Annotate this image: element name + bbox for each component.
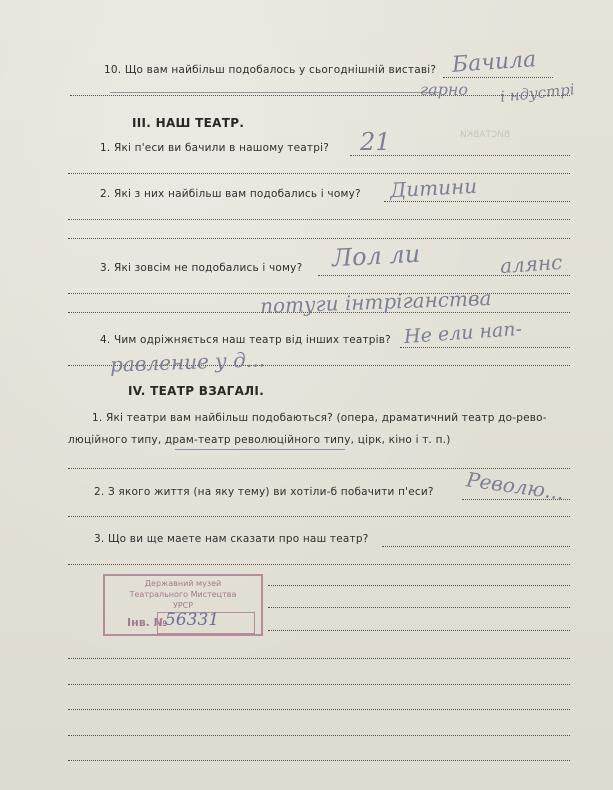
stamp-inventory-number: 56331 bbox=[165, 610, 220, 630]
handwritten-answer: Револю... bbox=[464, 467, 566, 505]
answer-line bbox=[400, 347, 570, 348]
answer-line bbox=[268, 630, 570, 631]
handwritten-answer: алянс bbox=[499, 249, 564, 279]
bleed-through-text: ВИСТАВКИ bbox=[460, 130, 511, 140]
handwritten-answer: Дитини bbox=[389, 173, 478, 203]
answer-line bbox=[68, 468, 570, 469]
question-3-4: 4. Чим одріжняється наш театр від інших театрів? bbox=[100, 334, 391, 346]
handwritten-answer: Не ели нап- bbox=[403, 317, 523, 349]
handwritten-answer: Лол ли bbox=[331, 239, 421, 273]
answer-line bbox=[68, 760, 570, 761]
answer-line bbox=[382, 546, 570, 547]
handwritten-answer: 21 bbox=[360, 128, 391, 156]
answer-line bbox=[68, 684, 570, 685]
question-4-1-cont: люційного типу, драм-театр революційного типу, цірк, кіно і т. п.) bbox=[68, 434, 451, 446]
handwritten-answer: Бачила bbox=[451, 47, 538, 78]
answer-line bbox=[68, 735, 570, 736]
question-4-1: 1. Які театри вам найбільш подобаються? (опера, драматичний театр до-рево- bbox=[92, 412, 547, 424]
answer-line bbox=[68, 709, 570, 710]
section-heading: IV. ТЕАТР ВЗАГАЛІ. bbox=[128, 384, 265, 398]
pen-scribble bbox=[110, 92, 440, 93]
pen-underline bbox=[175, 449, 345, 450]
answer-line bbox=[268, 585, 570, 586]
museum-stamp bbox=[103, 574, 263, 636]
question-3-3: 3. Які зовсім не подобались і чому? bbox=[100, 262, 303, 274]
answer-line bbox=[68, 238, 570, 239]
answer-line bbox=[268, 607, 570, 608]
answer-line bbox=[68, 564, 570, 565]
question-4-2: 2. З якого життя (на яку тему) ви хотіли-б побачити п'еси? bbox=[94, 486, 434, 498]
section-heading: III. НАШ ТЕАТР. bbox=[132, 116, 245, 130]
stamp-line: Державний музей bbox=[144, 579, 222, 588]
stamp-line: УРСР bbox=[172, 601, 194, 610]
answer-line bbox=[68, 219, 570, 220]
question-10: 10. Що вам найбільш подобалось у сьогоднішній виставі? bbox=[104, 64, 437, 76]
answer-line bbox=[68, 658, 570, 659]
stamp-line: Театрального Мистецтва bbox=[129, 590, 237, 599]
handwritten-answer: потуги інтріганства bbox=[259, 285, 492, 319]
handwritten-answer: гарно bbox=[420, 80, 469, 99]
question-3-2: 2. Які з них найбільш вам подобались і чому? bbox=[100, 188, 361, 200]
answer-line bbox=[68, 173, 570, 174]
answer-line bbox=[70, 95, 570, 96]
stamp-inventory-label: Інв. № bbox=[127, 616, 167, 629]
handwritten-answer: равление у д... bbox=[109, 347, 266, 377]
handwritten-answer: і ндустрі bbox=[499, 80, 576, 106]
question-4-3: 3. Що ви ще маете нам сказати про наш театр? bbox=[94, 533, 369, 545]
answer-line bbox=[68, 516, 570, 517]
question-3-1: 1. Які п'еси ви бачили в нашому театрі? bbox=[100, 142, 329, 154]
